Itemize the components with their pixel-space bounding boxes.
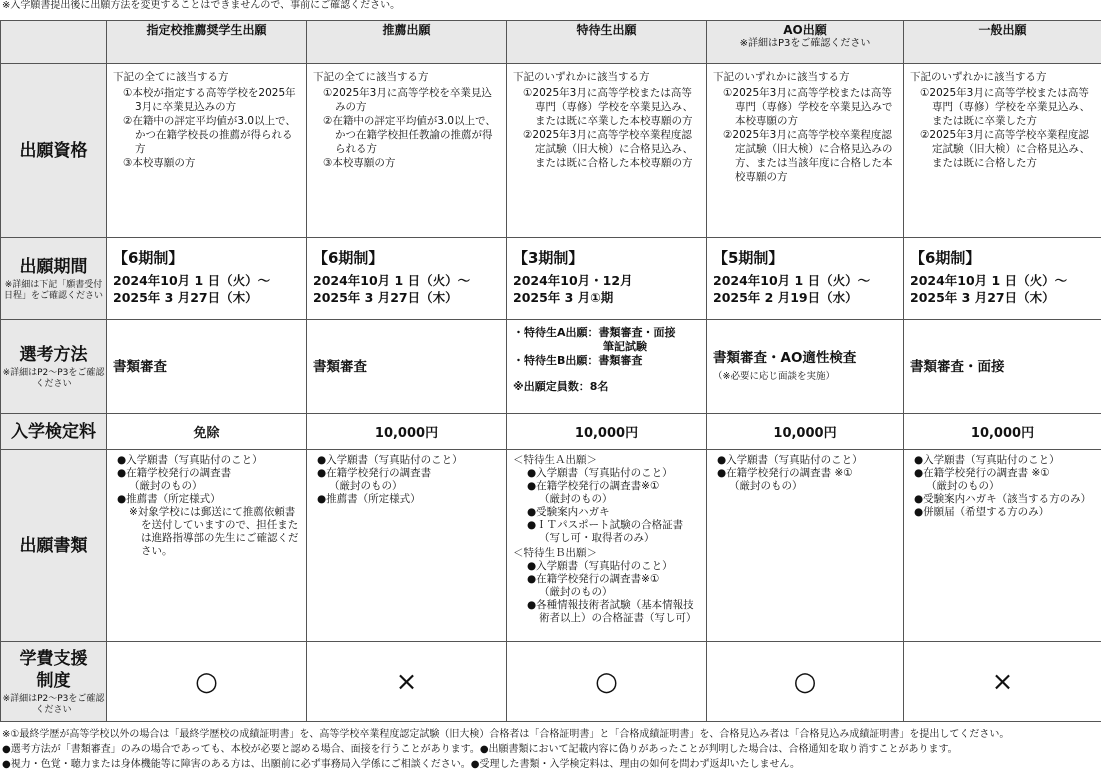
col-header-scholarship: 特待生出願 (507, 21, 707, 64)
row-label-documents: 出願書類 (1, 450, 107, 642)
row-label-selection: 選考方法 ※詳細はP2～P3をご確認ください (1, 320, 107, 414)
footer-note: ●視力・色覚・聴力または身体機能等に障害のある方は、出願前に必ず事務局入学係にご相談ください。●受理した書類・入学検定料は、理由の如何を問わず返却いたしません。 (2, 759, 801, 770)
row-fee (1, 414, 1101, 450)
selection-cell: 書類審査・面接 (904, 320, 1101, 414)
col-header-recommend: 推薦出願 (307, 21, 507, 64)
col-header-designated: 指定校推薦奨学生出願 (107, 21, 307, 64)
row-support (1, 642, 1101, 722)
documents-cell: ●入学願書（写真貼付のこと） ●在籍学校発行の調査書 ※① （厳封のもの） (707, 450, 904, 642)
fee-cell: 10,000円 (707, 414, 904, 450)
qualification-cell: 下記の全てに該当する方 ①2025年3月に高等学校を卒業見込みの方 ②在籍中の評定平均値が3.0以上で、かつ在籍学校担任教諭の推薦が得られる方 ③本校専願の方 (307, 64, 507, 238)
documents-cell: ●入学願書（写真貼付のこと） ●在籍学校発行の調査書 ※① （厳封のもの） ●受験案内ハガキ（該当する方のみ） ●併願届（希望する方のみ） (904, 450, 1101, 642)
row-label-period: 出願期間 ※詳細は下記「願書受付日程」をご確認ください (1, 238, 107, 320)
footer-note: ●選考方法が「書類審査」のみの場合であっても、本校が必要と認める場合、面接を行うことがあります。●出願書類において記載内容に偽りがあったことが判明した場合は、合格通知を取り消すことがあります。 (2, 744, 958, 755)
selection-cell: 書類審査 (307, 320, 507, 414)
support-mark-circle: ○ (507, 642, 707, 722)
col-header-ao-note: ※詳細はP3をご確認ください (739, 38, 871, 49)
corner-cell (1, 21, 107, 64)
footer-note: ※①最終学歴が高等学校以外の場合は「最終学歴校の成績証明書」を、高等学校卒業程度認定試験（旧大検）合格者は「合格証明書」と「合格成績証明書」を、合格見込み者は「合格見込み成績証明書」を提出してください。 (2, 729, 1010, 740)
header-row (1, 21, 1101, 64)
period-cell: 【6期制】 2024年10月 1 日（火）～ 2025年 3 月27日（木） (107, 238, 307, 320)
col-header-ao: AO出願 ※詳細はP3をご確認ください (707, 21, 904, 64)
selection-note: ※詳細はP2～P3をご確認ください (2, 367, 105, 389)
support-note: ※詳細はP2～P3をご確認ください (2, 693, 105, 715)
fee-cell: 10,000円 (904, 414, 1101, 450)
fee-cell: 免除 (107, 414, 307, 450)
selection-cell: 書類審査・AO適性検査 （※必要に応じ面談を実施） (707, 320, 904, 414)
row-selection (1, 320, 1101, 414)
col-header-general: 一般出願 (904, 21, 1101, 64)
support-mark-cross: × (307, 642, 507, 722)
application-table (0, 20, 1101, 722)
support-mark-cross: × (904, 642, 1101, 722)
qualification-cell: 下記のいずれかに該当する方 ①2025年3月に高等学校または高等専門（専修）学校を卒業見込み、または既に卒業した本校専願の方 ②2025年3月に高等学校卒業程度認定試験（旧大検）に合格見込み、または既に合格した本校専願の方 (507, 64, 707, 238)
period-cell: 【6期制】 2024年10月 1 日（火）～ 2025年 3 月27日（木） (904, 238, 1101, 320)
qualification-cell: 下記のいずれかに該当する方 ①2025年3月に高等学校または高等専門（専修）学校を卒業見込み、または既に卒業した方 ②2025年3月に高等学校卒業程度認定試験（旧大検）に合格見込み、または既に合格した方 (904, 64, 1101, 238)
row-label-fee: 入学検定料 (1, 414, 107, 450)
support-mark-circle: ○ (707, 642, 904, 722)
row-period (1, 238, 1101, 320)
row-documents (1, 450, 1101, 642)
fee-cell: 10,000円 (307, 414, 507, 450)
period-cell: 【5期制】 2024年10月 1 日（火）～ 2025年 2 月19日（水） (707, 238, 904, 320)
documents-cell: ●入学願書（写真貼付のこと） ●在籍学校発行の調査書 （厳封のもの） ●推薦書（所定様式） ※対象学校には郵送にて推薦依頼書を送付していますので、担任または進路指導部の先生にご確認ください。 (107, 450, 307, 642)
period-note: ※詳細は下記「願書受付日程」をご確認ください (3, 279, 103, 301)
documents-cell: ＜特待生Ａ出願＞ ●入学願書（写真貼付のこと） ●在籍学校発行の調査書※① （厳封のもの） ●受験案内ハガキ ●ＩＴパスポート試験の合格証書 （写し可・取得者のみ） ＜特待生Ｂ出願＞ ●入学願書（写真貼付のこと） ●在籍学校発行の調査書※① （厳封のもの） ●各種情報技術者試験（基本情報技術者以上）の合格証書（写し可） (507, 450, 707, 642)
period-cell: 【6期制】 2024年10月 1 日（火）～ 2025年 3 月27日（木） (307, 238, 507, 320)
period-cell: 【3期制】 2024年10月・12月 2025年 3 月①期 (507, 238, 707, 320)
support-mark-circle: ○ (107, 642, 307, 722)
documents-cell: ●入学願書（写真貼付のこと） ●在籍学校発行の調査書 （厳封のもの） ●推薦書（所定様式） (307, 450, 507, 642)
row-label-qualification: 出願資格 (1, 64, 107, 238)
footer-notes (2, 727, 1009, 772)
selection-cell: ・特待生A出願：書類審査・面接 筆記試験 ・特待生B出願：書類審査 ※出願定員数：8名 (507, 320, 707, 414)
fee-cell: 10,000円 (507, 414, 707, 450)
row-label-support: 学費支援 制度 ※詳細はP2～P3をご確認ください (1, 642, 107, 722)
qualification-cell: 下記の全てに該当する方 ①本校が指定する高等学校を2025年3月に卒業見込みの方 ②在籍中の評定平均値が3.0以上で、かつ在籍学校長の推薦が得られる方 ③本校専願の方 (107, 64, 307, 238)
qualification-cell: 下記のいずれかに該当する方 ①2025年3月に高等学校または高等専門（専修）学校を卒業見込みで本校専願の方 ②2025年3月に高等学校卒業程度認定試験（旧大検）に合格見込みの方、または当該年度に合格した本校専願の方 (707, 64, 904, 238)
row-qualification (1, 64, 1101, 238)
selection-cell: 書類審査 (107, 320, 307, 414)
top-note: ※入学願書提出後に出願方法を変更することはできませんので、事前にご確認ください。 (2, 0, 401, 11)
